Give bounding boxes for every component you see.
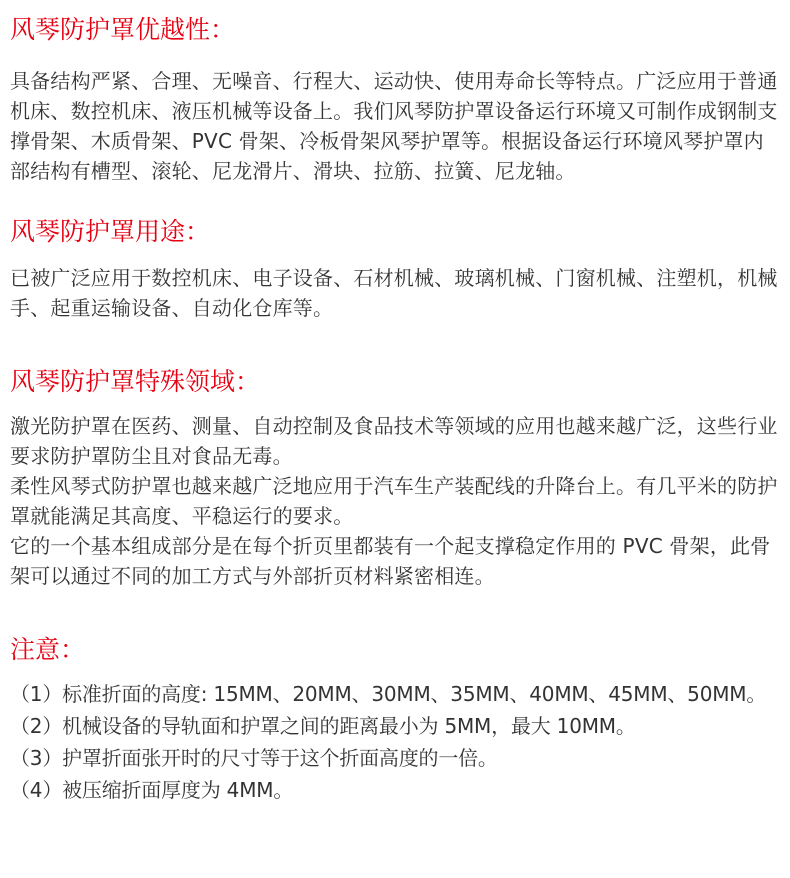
uses-paragraph: 已被广泛应用于数控机床、电子设备、石材机械、玻璃机械、门窗机械、注塑机，机械手、起重运输设备、自动化仓库等。: [10, 266, 778, 320]
section-advantages: [10, 14, 780, 186]
note-item: （3）护罩折面张开时的尺寸等于这个折面高度的一倍。: [10, 746, 498, 770]
special-fields-paragraph-3: 它的一个基本组成部分是在每个折页里都装有一个起支撑稳定作用的 PVC 骨架，此骨架可以通过不同的加工方式与外部折页材料紧密相连。: [10, 534, 771, 588]
section-heading-advantages: 风琴防护罩优越性：: [10, 15, 236, 44]
section-notes: [10, 634, 780, 806]
section-uses: [10, 216, 780, 323]
note-item: （2）机械设备的导轨面和护罩之间的距离最小为 5MM，最大 10MM。: [10, 714, 636, 738]
section-heading-uses: 风琴防护罩用途：: [10, 217, 211, 246]
note-item: （4）被压缩折面厚度为 4MM。: [10, 778, 294, 802]
special-fields-paragraph-2: 柔性风琴式防护罩也越来越广泛地应用于汽车生产装配线的升降台上。有几平米的防护罩就能满足其高度、平稳运行的要求。: [10, 474, 778, 528]
advantages-paragraph: 具备结构严紧、合理、无噪音、行程大、运动快、使用寿命长等特点。广泛应用于普通机床、数控机床、液压机械等设备上。我们风琴防护罩设备运行环境又可制作成钢制支撑骨架、木质骨架、PVC 骨架、冷板骨架风琴护罩等。根据设备运行环境风琴护罩内部结构有槽型、滚轮、尼龙滑片、滑块、拉筋、拉簧、尼龙轴。: [10, 69, 778, 183]
section-heading-notes: 注意：: [10, 635, 86, 664]
special-fields-paragraph-1: 激光防护罩在医药、测量、自动控制及食品技术等领域的应用也越来越广泛，这些行业要求防护罩防尘且对食品无毒。: [10, 414, 778, 468]
section-special-fields: [10, 366, 780, 591]
section-heading-special-fields: 风琴防护罩特殊领域：: [10, 367, 261, 396]
note-item: （1）标准折面的高度: 15MM、20MM、30MM、35MM、40MM、45MM、50MM。: [10, 682, 767, 706]
